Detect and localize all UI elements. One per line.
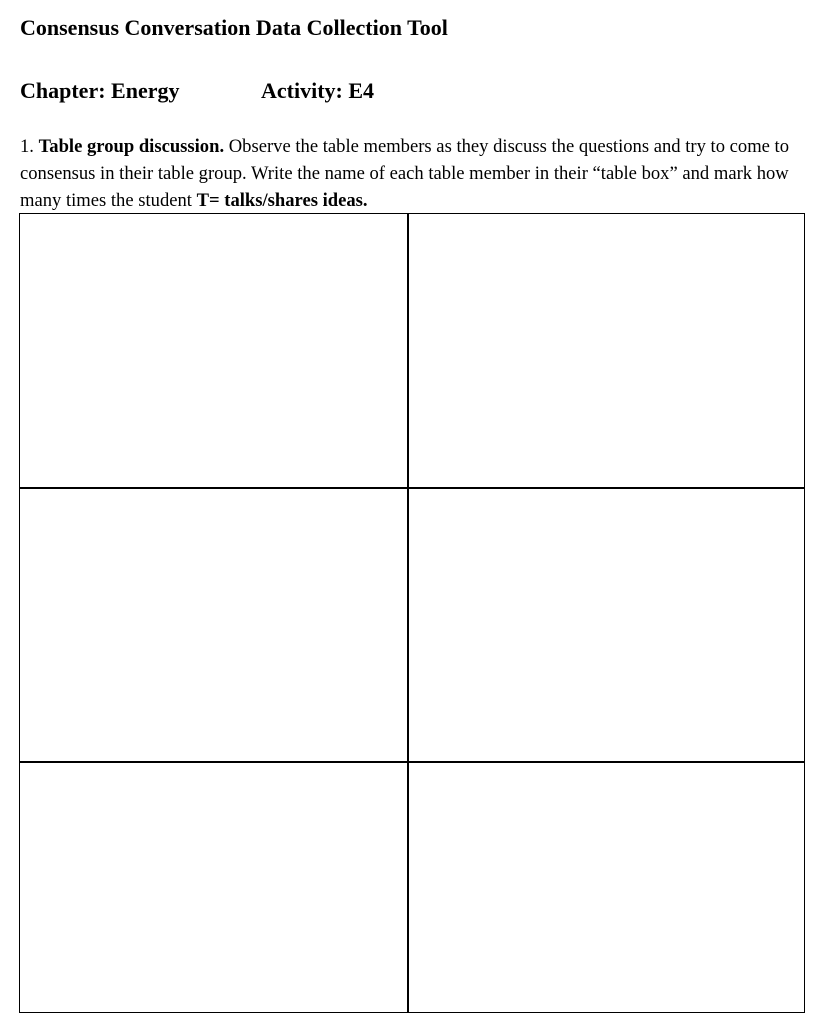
instruction-text: Observe the table members as they discuss the questions and try to come to consensus in their table group. Write the name of each table member in their “table box” and mark how many times the student xyxy=(20,136,790,211)
table-box-4[interactable] xyxy=(409,489,804,761)
talk-code-meaning: talks/shares ideas. xyxy=(219,190,368,211)
table-box-2[interactable] xyxy=(409,214,804,487)
table-box-6[interactable] xyxy=(409,763,804,1012)
instruction-number: 1. xyxy=(20,136,39,157)
table-box-5[interactable] xyxy=(20,763,407,1012)
activity-label: Activity: E4 xyxy=(261,78,375,103)
table-box-1[interactable] xyxy=(20,214,407,487)
instructions-paragraph xyxy=(20,133,810,214)
document-title: Consensus Conversation Data Collection Tool xyxy=(20,15,448,40)
chapter-label: Chapter: Energy xyxy=(20,78,180,103)
table-box-grid xyxy=(19,213,805,1013)
table-box-3[interactable] xyxy=(20,489,407,761)
instruction-heading: Table group discussion. xyxy=(38,136,225,157)
talk-code: T= xyxy=(196,190,220,211)
